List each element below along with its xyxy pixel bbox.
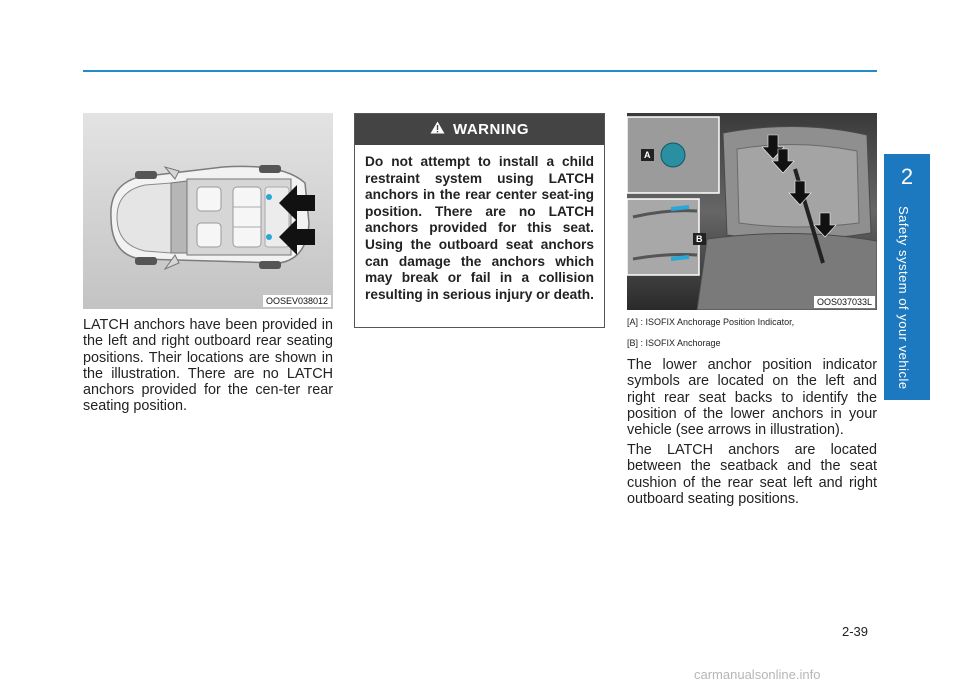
warning-header bbox=[355, 114, 604, 145]
anchor-location-description: The LATCH anchors are located between the seatback and the seat cushion of the rear seat left and right outboard seating positions. bbox=[627, 442, 877, 507]
indicator-description: The lower anchor position indicator symbols are located on the left and right rear seat backs to identify the position of the lower anchors in your vehicle (see arrows in illustration). bbox=[627, 357, 877, 439]
car-top-view-figure bbox=[83, 113, 333, 309]
warning-title: WARNING bbox=[453, 121, 529, 138]
header-rule bbox=[83, 70, 877, 72]
latch-description: LATCH anchors have been provided in the left and right outboard rear seating positions. Their locations are shown in the illustration. There are no LATCH anchors provided for the cen-ter rear seating position. bbox=[83, 317, 333, 415]
warning-text: Do not attempt to install a child restraint system using LATCH anchors in the rear center seat-ing position. There are no LATCH anchors provided for this seat. Using the outboard seat anchors can damage the anchors which may break or fail in a collision resulting in serious injury or death. bbox=[365, 154, 594, 302]
figure-code: OOS037033L bbox=[814, 296, 875, 308]
rear-seat-illustration bbox=[627, 113, 877, 310]
rear-seat-figure bbox=[627, 113, 877, 310]
label-a: A bbox=[641, 149, 654, 161]
warning-triangle-icon bbox=[430, 121, 445, 138]
car-top-view-illustration bbox=[83, 113, 333, 309]
chapter-title: Safety system of your vehicle bbox=[896, 206, 911, 390]
caption-b: [B] : ISOFIX Anchorage bbox=[627, 338, 721, 348]
caption-a: [A] : ISOFIX Anchorage Position Indicator, bbox=[627, 317, 795, 327]
label-b: B bbox=[693, 233, 706, 245]
chapter-number: 2 bbox=[900, 164, 914, 189]
watermark: carmanualsonline.info bbox=[694, 667, 821, 682]
chapter-tab[interactable] bbox=[884, 154, 930, 400]
figure-code: OOSEV038012 bbox=[263, 295, 331, 307]
warning-box bbox=[354, 113, 605, 328]
page-number: 2-39 bbox=[842, 624, 869, 639]
